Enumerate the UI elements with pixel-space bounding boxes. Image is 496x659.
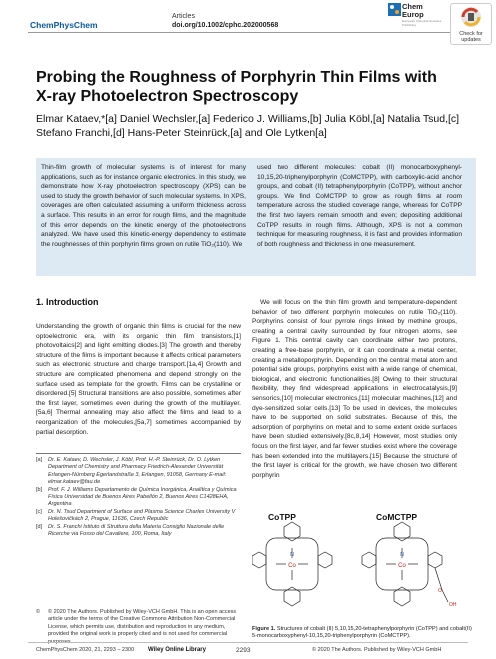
- article-title: Probing the Roughness of Porphyrin Thin Films with X-ray Photoelectron Spectroscopy: [36, 69, 437, 105]
- license-text: © 2020 The Authors. Published by Wiley-VCH GmbH. This is an open access article under the terms of the Creative Commons Attribution Non-Commercial License, which permits use, distribution and reproduction in any medium, provided the original work is properly cited and is not used for commercial: [48, 609, 237, 638]
- abstract-left-column: Thin-film growth of molecular systems is of interest for many applications, such as for instance organic electronics. In this study, we demonstrate how X-ray photoelectron spectroscopy (XPS) can be used to study the growth behavior of such molecular systems. In XPS, coverages are often calculated assuming a uniform thickness across a surface. This results in an error for rough films, and the magnitude of this error depends on the kinetic energy of the photoelectrons analyzed. We have used this kinetic-energy dependency to estimate the roughnesses of thin porphyrin films grown on rutile TiO₂(110). We: [41, 164, 246, 248]
- publisher-subtitle: European Chemical Societies Publishing: [402, 19, 442, 27]
- affiliations: [36, 457, 241, 538]
- affiliation-a: [36, 457, 241, 487]
- abstract-right-column: used two different molecules: cobalt (II) monocarboxyphenyl-10,15,20-triphenylporphyrin (CoMCTPP), with carboxylic-acid anchor groups, and cobalt (II) tetraphenylporphyrin (CoTPP), without anchor groups. We find CoMCTPP to grow as rough films at room temperature across the studied coverage range, whereas for CoTPP the first two layers remain smooth and even; depositing additional CoTPP results in rough films. Although, XPS is not a common technique for measuring roughness, it is fast and provides information of both roughness and thickness in one measurement.: [257, 164, 462, 248]
- caption-text: Structures of cobalt (II) 5,10,15,20-tetraphenylporphyrin (CoTPP) and cobalt(II) 5-monocarboxyphenyl-10,15,20-triphenylporphyrin (CoMCTPP).: [252, 626, 472, 640]
- figure-1: [252, 510, 476, 622]
- nitrogen-label: N: [290, 552, 294, 558]
- section-heading: 1. Introduction: [36, 297, 99, 307]
- section-label: Articles: [172, 13, 195, 20]
- license-note: [36, 609, 241, 646]
- affiliation-text: Dr. E. Kataev, D. Wechsler, J. Köbl, Prof. H.-P. Steinrück, Dr. O. Lytken Department of Chemistry and Pharmacy Friedrich-Alexander Universität Erlangen-Nürnberg Egerlandstraße 3, Erlangen, 91058, Germany E-mail: elmar.kataev@fau.de: [48, 457, 227, 486]
- affiliation-c: [36, 509, 241, 524]
- metal-atom-label: Co: [288, 563, 296, 569]
- wiley-online-library-link[interactable]: Wiley Online Library: [148, 647, 206, 653]
- footer-rule: [28, 642, 468, 643]
- abstract-box: [36, 158, 476, 276]
- footer-citation: ChemPhysChem 2020, 21, 2293 – 2300: [36, 647, 135, 653]
- check-for-updates-badge[interactable]: [450, 3, 492, 45]
- body-left-column: [36, 322, 241, 437]
- license-icon: ©: [36, 609, 41, 615]
- figure-label-comctpp: CoMCTPP: [376, 512, 418, 522]
- affiliation-text: Dr. N. Tsud Department of Surface and Plasma Science Charles University V Holešovičkách 2, Prague, 11636, Czech Republic: [48, 508, 236, 523]
- figure-label-cotpp: CoTPP: [268, 512, 296, 522]
- page-number: 2293: [236, 647, 251, 654]
- affiliation-tag: [b]: [36, 486, 43, 493]
- affiliation-tag: [c]: [36, 508, 42, 515]
- affiliation-text: Prof. F. J. Williams Departamento de Química Inorgánica, Analítica y Química Física Universidad de Buenos Aires Pabellón 2, Buenos Aires C1428EHA, Argentina: [48, 486, 237, 508]
- affiliation-tag: [a]: [36, 457, 43, 463]
- oxygen-label: O: [438, 588, 442, 594]
- figure-caption: [252, 626, 476, 641]
- journal-name: ChemPhysChem: [30, 20, 98, 30]
- caption-lead: Figure 1.: [252, 626, 276, 632]
- publisher-logo: [388, 3, 448, 35]
- footer-copyright: © 2020 The Authors. Published by Wiley-VCH GmbH: [312, 647, 442, 653]
- body-right-column: [252, 298, 457, 480]
- affiliation-rule: [36, 453, 241, 454]
- check-updates-icon: [451, 4, 491, 30]
- metal-atom-label: Co: [398, 563, 406, 569]
- badge-label: Check for updates: [459, 31, 483, 43]
- chemistry-europe-logo-icon: [388, 3, 401, 16]
- affiliation-b: [36, 487, 241, 509]
- affiliation-d: [36, 524, 241, 539]
- publisher-name: Chem Europ: [402, 2, 424, 19]
- affiliation-text: Dr. S. Franchi Istituto di Struttura della Materia Consiglio Nazionale delle Ricerche via Fosso del Cavaliere, 100, Roma, Italy: [48, 523, 225, 538]
- doi-link[interactable]: doi.org/10.1002/cphc.202000568: [172, 22, 279, 29]
- intro-paragraph-1: Understanding the growth of organic thin films is crucial for the new optoelectronic era, with its organic thin film transistors,[1] photovoltaics[2] and light emitting diodes.[3] The growth and thereby structure of the films is important because it affects critical parameters such as electronic structure and charge transport.[1a,4] Growth and structure are complicated phenomena and depend strongly on the surface used as template for the growth. Films can be crystalline or disordered.[5] Structural transitions are also possible, sometimes after the first layer, sometimes even during the growth of the multilayer.[5a,6] Thermal annealing may also affect the films and lead to a reorganization of the molecules,[5a,7] sometimes accompanied by partial desorption.: [36, 323, 241, 436]
- nitrogen-label: N: [400, 552, 404, 558]
- porphyrin-structures: [252, 510, 476, 622]
- author-list: Elmar Kataev,*[a] Daniel Wechsler,[a] Federico J. Williams,[b] Julia Köbl,[a] Natalia Tsud,[c] Stefano Franchi,[d] Hans-Peter Steinrück,[a] and Ole Lytken[a]: [36, 113, 460, 139]
- hydroxyl-label: OH: [449, 602, 457, 608]
- affiliation-tag: [d]: [36, 523, 43, 530]
- intro-paragraph-2: We will focus on the thin film growth and temperature-dependent behavior of two different porphyrin molecules on rutile TiO₂(110). Porphyrins consist of four pyrrole rings linked by methine groups, creating a central cavity surrounded by four nitrogen atoms, see Figure 1. This central cavity can coordinate either two protons, creating a free-base porphyrin, or it can coordinate a metal center, creating a metalloporphyrin. Depending on the central metal atom and potential side groups, porphyrins exist with a wide range of chemical, biological, and electronic functionalities.[8] Owing to their structural flexibility, they find widespread applications in electrocatalysis,[9] sensorics,[10] molecular electronics,[11] molecular machines,[12] and dye-sensitized solar cells.[13] To be used in devices, the molecules have to be supported on solid substrates. Because of this, the adsorption of porphyrins on metal and to some extent oxide surfaces have been studied extensively.[8c,8,14] However, most studies only focus on the first layer, and far fewer studies exist where the coverage has been extended into the multilayers.[15] Because the structure of the first layer is critical for the growth, we have chosen two different porphyrin: [252, 299, 457, 479]
